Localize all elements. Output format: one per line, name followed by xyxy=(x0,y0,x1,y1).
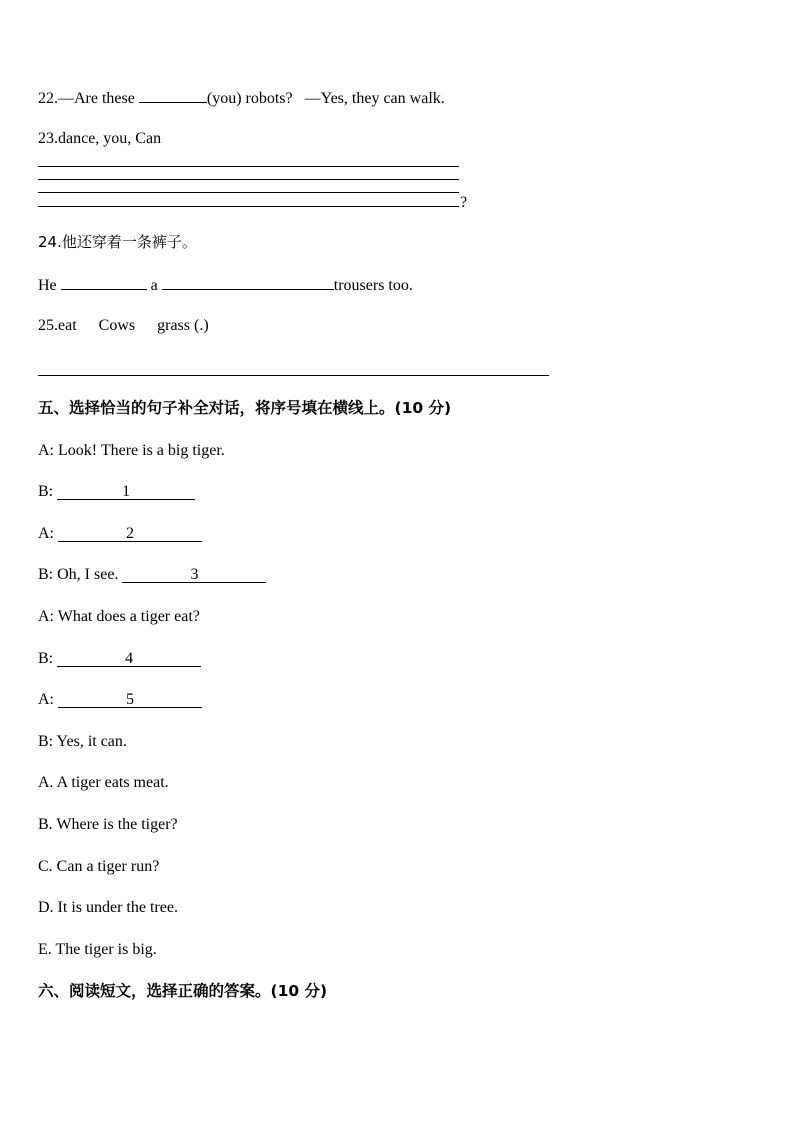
answer-blank[interactable] xyxy=(139,87,207,103)
speaker-label: A: xyxy=(38,608,54,625)
question-23: 23.dance, you, Can xyxy=(38,130,162,147)
writing-line[interactable] xyxy=(38,192,459,193)
option-c: C. Can a tiger run? xyxy=(38,858,160,875)
answer-blank-5[interactable] xyxy=(58,690,202,708)
dialogue-text: Oh, I see. xyxy=(57,566,119,583)
dialogue-line xyxy=(38,607,200,627)
speaker-label: A: xyxy=(38,525,54,542)
dash: — xyxy=(304,90,321,107)
scrambled-word: Cows xyxy=(98,317,136,334)
question-24: 24.他还穿着一条裤子。 xyxy=(38,233,197,251)
dialogue-line xyxy=(38,565,266,585)
sentence-word: trousers too. xyxy=(333,277,413,294)
writing-line[interactable] xyxy=(38,179,459,180)
dialogue-line xyxy=(38,482,195,502)
dialogue-line xyxy=(38,649,201,669)
question-hint: (you) robots? xyxy=(206,90,293,107)
sentence-word: a xyxy=(150,277,158,294)
dialogue-line xyxy=(38,524,202,544)
speaker-label: B: xyxy=(38,483,54,500)
speaker-label: A: xyxy=(38,691,54,708)
writing-line[interactable] xyxy=(38,206,459,207)
option-b: B. Where is the tiger? xyxy=(38,816,178,833)
question-number: 22. xyxy=(38,90,58,107)
dialogue-text: Look! There is a big tiger. xyxy=(58,442,225,459)
dash: — xyxy=(58,90,74,107)
blank-number: 2 xyxy=(126,525,134,542)
answer-blank-2[interactable] xyxy=(58,524,202,542)
dialogue-text: What does a tiger eat? xyxy=(57,608,200,625)
answer-blank[interactable] xyxy=(162,274,334,290)
question-mark: ? xyxy=(460,194,468,211)
question-25 xyxy=(38,316,209,336)
speaker-label: A: xyxy=(38,442,54,459)
option-d: D. It is under the tree. xyxy=(38,899,178,916)
answer-blank[interactable] xyxy=(61,274,147,290)
question-number: 25. xyxy=(38,317,58,334)
blank-number: 3 xyxy=(190,566,199,583)
blank-number: 4 xyxy=(125,650,134,667)
question-24-sentence xyxy=(38,274,413,296)
speaker-label: B: xyxy=(38,733,54,750)
dialogue-line xyxy=(38,732,127,752)
writing-line[interactable] xyxy=(38,166,459,167)
speaker-label: B: xyxy=(38,650,54,667)
speaker-label: B: xyxy=(38,566,54,583)
writing-line[interactable] xyxy=(38,375,549,376)
option-e: E. The tiger is big. xyxy=(38,941,157,958)
sentence-word: He xyxy=(38,277,57,294)
answer-blank-3[interactable] xyxy=(122,565,266,583)
question-text: Yes, they can walk. xyxy=(320,90,445,107)
answer-blank-4[interactable] xyxy=(57,649,201,667)
section-6-heading: 六、阅读短文，选择正确的答案。(10 分) xyxy=(38,982,328,1000)
section-5-heading: 五、选择恰当的句子补全对话，将序号填在横线上。(10 分) xyxy=(38,399,452,417)
question-22 xyxy=(38,87,445,109)
question-text: Are these xyxy=(74,90,135,107)
blank-number: 1 xyxy=(122,483,131,500)
scrambled-word: eat xyxy=(58,317,77,334)
option-a: A. A tiger eats meat. xyxy=(38,774,169,791)
blank-number: 5 xyxy=(126,691,134,708)
dialogue-line xyxy=(38,690,202,710)
scrambled-word: grass (.) xyxy=(157,317,209,334)
answer-blank-1[interactable] xyxy=(57,482,195,500)
dialogue-text: Yes, it can. xyxy=(56,733,127,750)
dialogue-line xyxy=(38,441,225,461)
